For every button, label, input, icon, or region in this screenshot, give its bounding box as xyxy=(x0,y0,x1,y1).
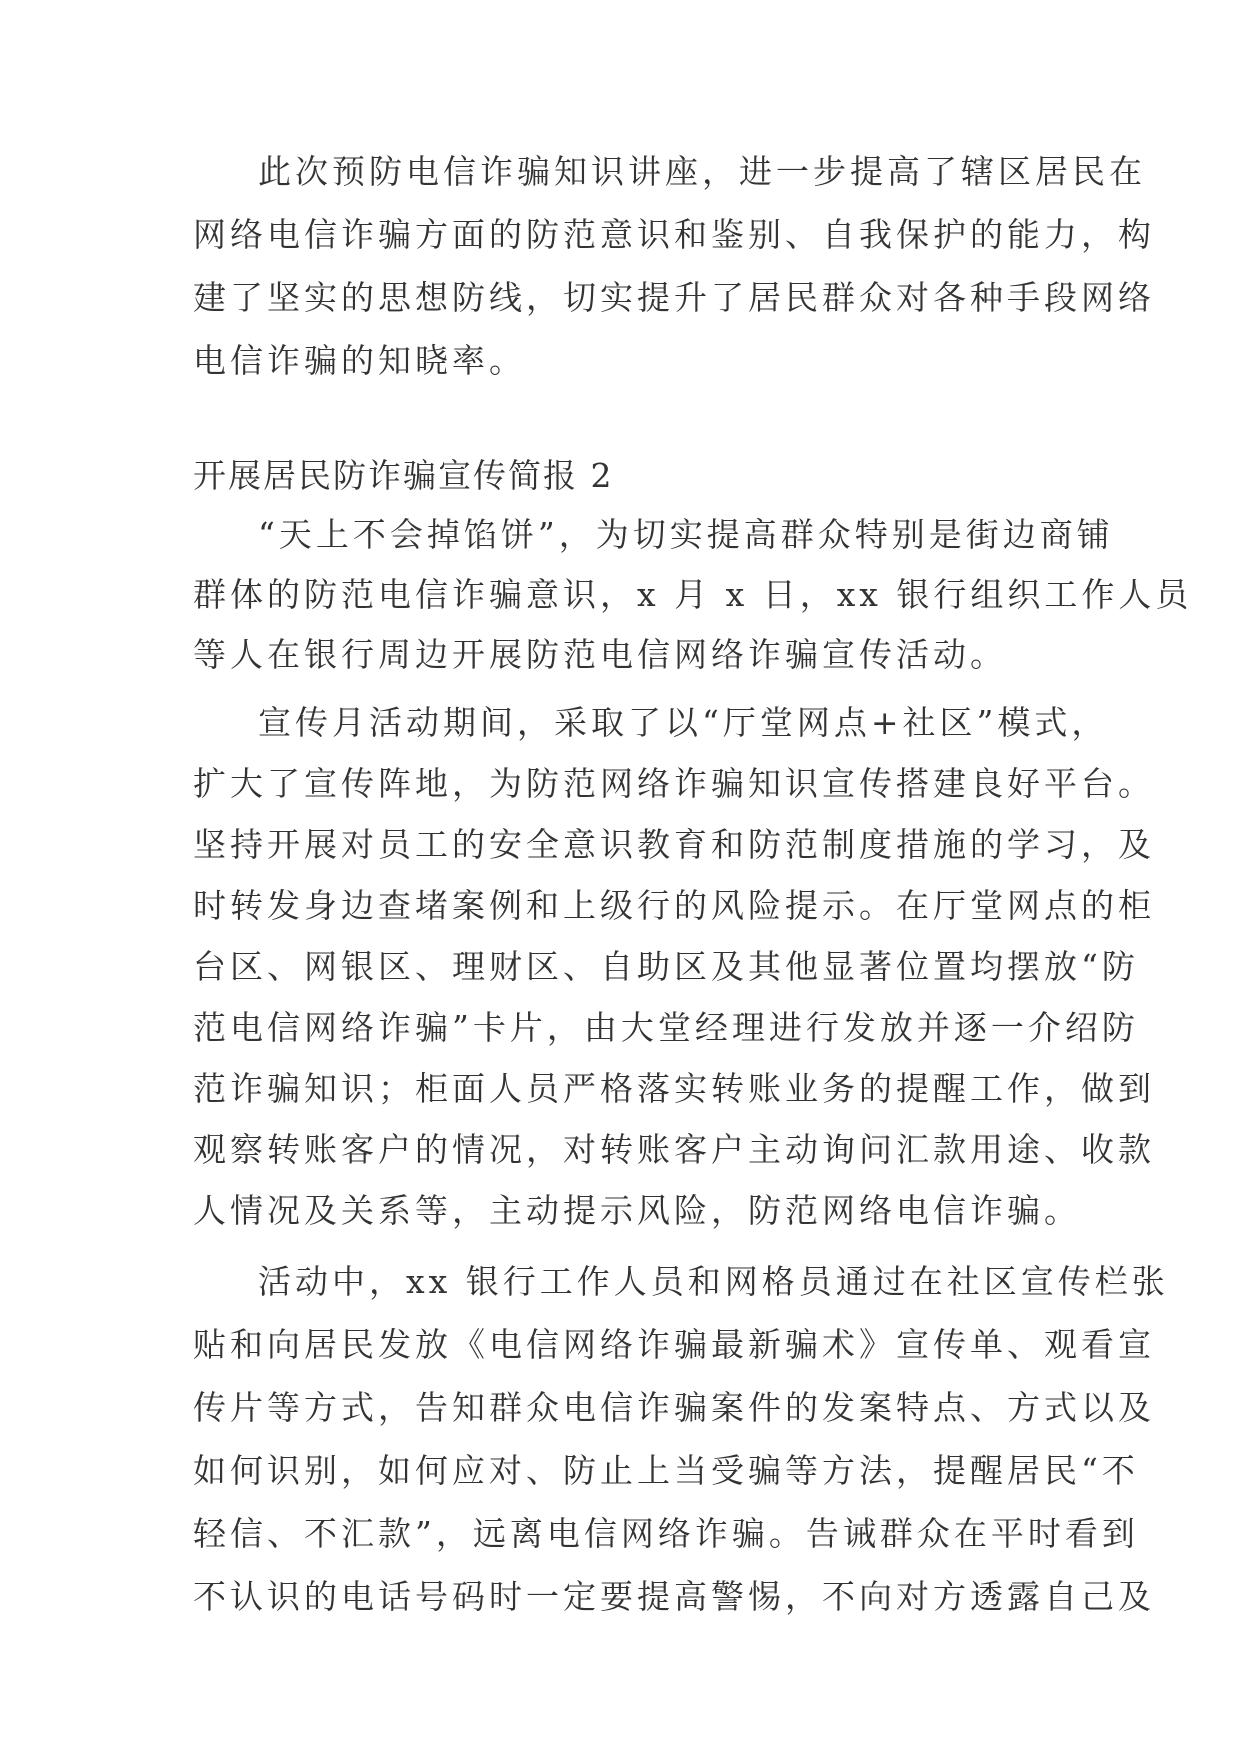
intro-paragraph-line: 网络电信诈骗方面的防范意识和鉴别、自我保护的能力，构 xyxy=(193,215,1155,254)
paragraph-2-line: 观察转账客户的情况，对转账客户主动询问汇款用途、收款 xyxy=(193,1130,1155,1169)
paragraph-2-line: 人情况及关系等，主动提示风险，防范网络电信诈骗。 xyxy=(193,1191,1081,1230)
paragraph-2-line: 宣传月活动期间，采取了以“厅堂网点+社区”模式， xyxy=(258,703,1109,742)
paragraph-1-line: 等人在银行周边开展防范电信网络诈骗宣传活动。 xyxy=(193,635,1007,674)
paragraph-3-line: 传片等方式，告知群众电信诈骗案件的发案特点、方式以及 xyxy=(193,1388,1155,1427)
paragraph-1-line: 群体的防范电信诈骗意识，x 月 x 日，xx 银行组织工作人员 xyxy=(193,575,1193,614)
paragraph-3-line: 轻信、不汇款”，远离电信网络诈骗。告诫群众在平时看到 xyxy=(193,1514,1139,1553)
paragraph-1-line: “天上不会掉馅饼”，为切实提高群众特别是街边商铺 xyxy=(258,515,1114,554)
paragraph-2-line: 范诈骗知识；柜面人员严格落实转账业务的提醒工作，做到 xyxy=(193,1069,1155,1108)
paragraph-2-line: 台区、网银区、理财区、自助区及其他显著位置均摆放“防 xyxy=(193,947,1139,986)
intro-paragraph-line: 电信诈骗的知晓率。 xyxy=(193,341,526,380)
paragraph-3-line: 活动中，xx 银行工作人员和网格员通过在社区宣传栏张 xyxy=(258,1262,1169,1301)
paragraph-2-line: 扩大了宣传阵地，为防范网络诈骗知识宣传搭建良好平台。 xyxy=(193,764,1155,803)
paragraph-2-line: 时转发身边查堵案例和上级行的风险提示。在厅堂网点的柜 xyxy=(193,886,1155,925)
intro-paragraph-line: 建了坚实的思想防线，切实提升了居民群众对各种手段网络 xyxy=(193,278,1155,317)
intro-paragraph-line: 此次预防电信诈骗知识讲座，进一步提高了辖区居民在 xyxy=(258,152,1146,191)
paragraph-3-line: 如何识别，如何应对、防止上当受骗等方法，提醒居民“不 xyxy=(193,1451,1139,1490)
paragraph-3-line: 贴和向居民发放《电信网络诈骗最新骗术》宣传单、观看宣 xyxy=(193,1325,1155,1364)
paragraph-2-line: 范电信网络诈骗”卡片，由大堂经理进行发放并逐一介绍防 xyxy=(193,1008,1139,1047)
section-title: 开展居民防诈骗宣传简报 2 xyxy=(193,456,614,495)
paragraph-3-line: 不认识的电话号码时一定要提高警惕，不向对方透露自己及 xyxy=(193,1577,1155,1616)
paragraph-2-line: 坚持开展对员工的安全意识教育和防范制度措施的学习，及 xyxy=(193,825,1155,864)
